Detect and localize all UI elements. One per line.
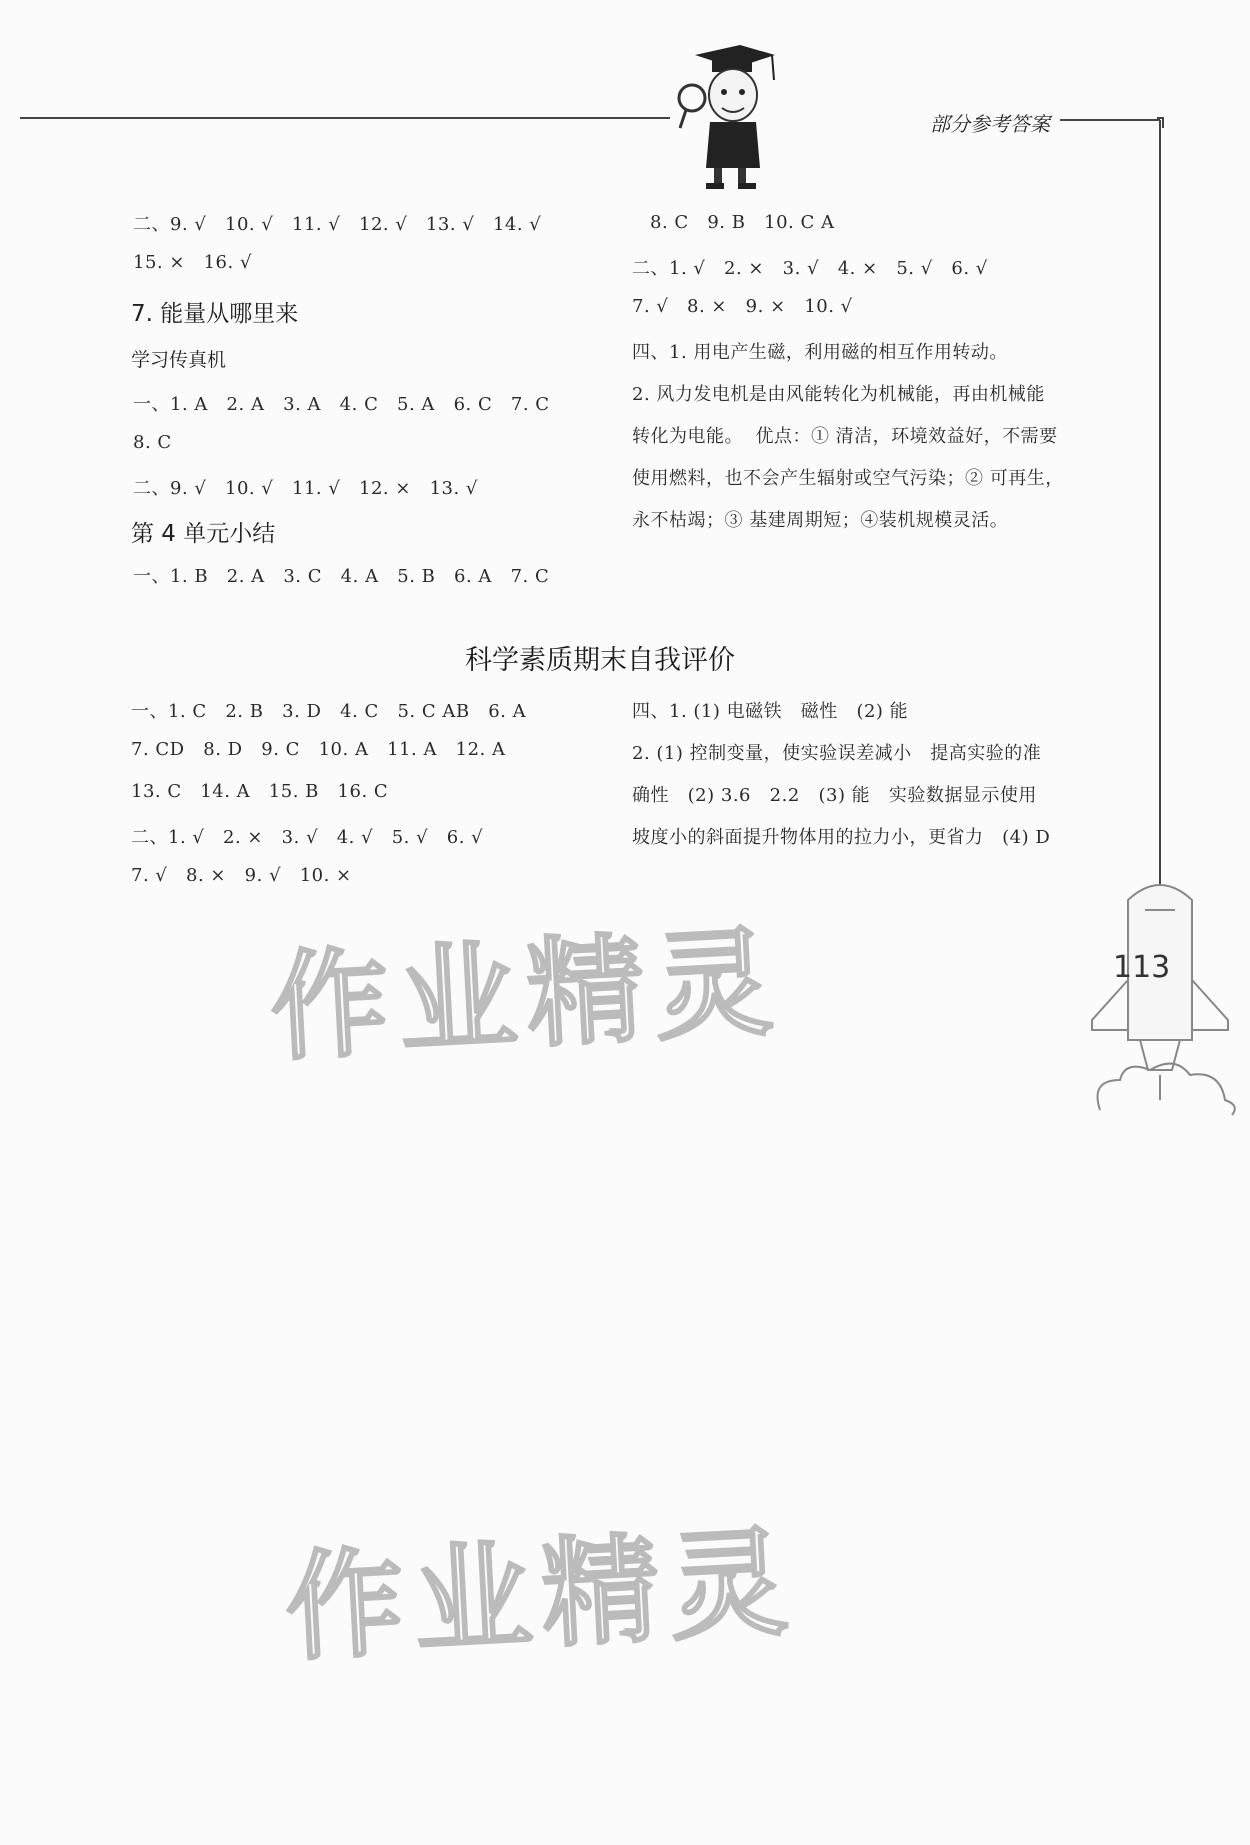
answer-line: 2. (1) 控制变量，使实验误差减小 提高实验的准 <box>632 743 1042 764</box>
answer-line: 15. × 16. √ <box>133 252 252 273</box>
answer-line: 一、1. A 2. A 3. A 4. C 5. A 6. C 7. C <box>133 394 550 415</box>
section-title: 第 4 单元小结 <box>131 521 276 547</box>
section-title: 7. 能量从哪里来 <box>131 301 299 327</box>
answer-line: 坡度小的斜面提升物体用的拉力小，更省力 (4) D <box>632 827 1051 848</box>
answer-line: 使用燃料，也不会产生辐射或空气污染；② 可再生， <box>632 468 1064 489</box>
answer-line: 永不枯竭；③ 基建周期短；④装机规模灵活。 <box>632 510 1009 531</box>
watermark: 作业精灵 <box>267 912 786 1078</box>
answer-line: 四、1. 用电产生磁，利用磁的相互作用转动。 <box>632 342 1008 363</box>
answer-line: 二、1. √ 2. × 3. √ 4. × 5. √ 6. √ <box>632 258 988 279</box>
answer-line: 一、1. C 2. B 3. D 4. C 5. C AB 6. A <box>131 701 527 722</box>
watermark: 作业精灵 <box>282 1512 801 1678</box>
answer-line: 一、1. B 2. A 3. C 4. A 5. B 6. A 7. C <box>133 566 550 587</box>
answer-line: 7. CD 8. D 9. C 10. A 11. A 12. A <box>131 739 506 760</box>
answer-line: 13. C 14. A 15. B 16. C <box>131 781 389 802</box>
scholar-mascot-icon <box>679 45 775 189</box>
answer-line: 7. √ 8. × 9. √ 10. × <box>131 865 352 886</box>
answer-line: 四、1. (1) 电磁铁 磁性 (2) 能 <box>632 701 909 722</box>
rocket-icon <box>1092 885 1235 1115</box>
answer-line: 转化为电能。 优点：① 清洁，环境效益好，不需要 <box>632 426 1058 447</box>
answer-line: 确性 (2) 3.6 2.2 (3) 能 实验数据显示使用 <box>632 785 1037 806</box>
page-number: 113 <box>1113 950 1171 985</box>
answer-line: 7. √ 8. × 9. × 10. √ <box>632 296 853 317</box>
subsection-title: 学习传真机 <box>131 349 227 371</box>
section-header-label: 部分参考答案 <box>930 112 1050 136</box>
answer-line: 2. 风力发电机是由风能转化为机械能，再由机械能 <box>632 384 1045 405</box>
answer-line: 8. C <box>133 432 172 453</box>
answer-line: 8. C 9. B 10. C A <box>650 212 835 233</box>
answer-line: 二、9. √ 10. √ 11. √ 12. √ 13. √ 14. √ <box>133 214 542 235</box>
answer-line: 二、1. √ 2. × 3. √ 4. √ 5. √ 6. √ <box>131 827 484 848</box>
answer-line: 二、9. √ 10. √ 11. √ 12. × 13. √ <box>133 478 478 499</box>
final-section-title: 科学素质期末自我评价 <box>465 645 735 676</box>
